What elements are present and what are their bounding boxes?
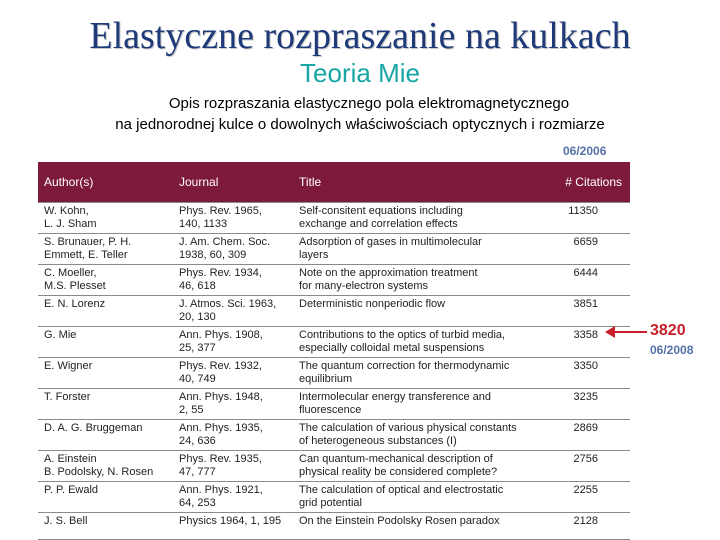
cell-author: [38, 420, 173, 451]
cell-title-line: equilibrium: [299, 373, 353, 385]
cell-title: [293, 296, 552, 327]
cell-author: [38, 234, 173, 265]
cell-journal-line: 25, 377: [179, 342, 216, 354]
cell-journal: [173, 451, 293, 482]
cell-author: [38, 513, 173, 540]
cell-author-line: L. J. Sham: [44, 218, 97, 230]
cell-author-line: Emmett, E. Teller: [44, 249, 128, 261]
cell-author-line: P. P. Ewald: [44, 484, 99, 496]
cell-title-line: especially colloidal metal suspensions: [299, 342, 485, 354]
cell-title-line: Adsorption of gases in multimolecular: [299, 236, 482, 248]
table-row: [38, 513, 630, 540]
cell-title: [293, 513, 552, 540]
cell-citations: 3235: [552, 389, 630, 420]
cell-journal: [173, 513, 293, 540]
cell-journal-line: Phys. Rev. 1965,: [179, 205, 262, 217]
cell-journal-line: 40, 749: [179, 373, 216, 385]
description-line-2: na jednorodnej kulce o dowolnych właściwościach optycznych i rozmiarze: [115, 116, 605, 133]
cell-author: [38, 296, 173, 327]
cell-title-line: exchange and correlation effects: [299, 218, 458, 230]
cell-journal: [173, 234, 293, 265]
cell-journal-line: Ann. Phys. 1908,: [179, 329, 263, 341]
cell-title: [293, 234, 552, 265]
cell-journal: [173, 296, 293, 327]
cell-journal-line: J. Am. Chem. Soc.: [179, 236, 271, 248]
table-row: [38, 234, 630, 265]
cell-author-line: S. Brunauer, P. H.: [44, 236, 132, 248]
cell-author-line: J. S. Bell: [44, 515, 88, 527]
cell-journal: [173, 327, 293, 358]
table-row: [38, 203, 630, 234]
cell-title: [293, 482, 552, 513]
table-row: [38, 358, 630, 389]
cell-title-line: The quantum correction for thermodynamic: [299, 360, 510, 372]
cell-journal-line: Ann. Phys. 1921,: [179, 484, 263, 496]
cell-title-line: Self-consitent equations including: [299, 205, 463, 217]
cell-author-line: E. N. Lorenz: [44, 298, 106, 310]
red-arrow-icon: [603, 322, 649, 342]
table-row: [38, 389, 630, 420]
cell-title-line: Note on the approximation treatment: [299, 267, 478, 279]
table-row: [38, 327, 630, 358]
table-row: [38, 296, 630, 327]
cell-author-line: E. Wigner: [44, 360, 93, 372]
header-citations: # Citations: [552, 162, 630, 203]
cell-title: [293, 358, 552, 389]
cell-journal-line: 1938, 60, 309: [179, 249, 247, 261]
cell-journal-line: Ann. Phys. 1948,: [179, 391, 263, 403]
cell-journal-line: 46, 618: [179, 280, 216, 292]
cell-title-line: The calculation of various physical constants: [299, 422, 517, 434]
cell-citations: 2128: [552, 513, 630, 540]
cell-title-line: On the Einstein Podolsky Rosen paradox: [299, 515, 500, 527]
table-row: [38, 265, 630, 296]
cell-journal-line: 47, 777: [179, 466, 216, 478]
cell-author-line: W. Kohn,: [44, 205, 89, 217]
page-title: Elastyczne rozpraszanie na kulkach: [89, 15, 631, 57]
cell-title-line: The calculation of optical and electrostatic: [299, 484, 504, 496]
cell-author: [38, 451, 173, 482]
cell-title-line: layers: [299, 249, 329, 261]
cell-citations: 2869: [552, 420, 630, 451]
cell-journal-line: 24, 636: [179, 435, 216, 447]
cell-author-line: M.S. Plesset: [44, 280, 106, 292]
cell-journal: [173, 265, 293, 296]
cell-citations: 3350: [552, 358, 630, 389]
cell-journal-line: 64, 253: [179, 497, 216, 509]
cell-journal: [173, 482, 293, 513]
cell-title: [293, 203, 552, 234]
cell-citations: 2756: [552, 451, 630, 482]
cell-journal-line: 140, 1133: [179, 218, 228, 230]
cell-title: [293, 451, 552, 482]
cell-journal-line: 2, 55: [179, 404, 204, 416]
cell-title-line: for many-electron systems: [299, 280, 428, 292]
table-row: [38, 482, 630, 513]
description-line-1: Opis rozpraszania elastycznego pola elektromagnetycznego: [168, 95, 570, 112]
cell-journal-line: Ann. Phys. 1935,: [179, 422, 263, 434]
cell-author: [38, 358, 173, 389]
cell-title-line: fluorescence: [299, 404, 362, 416]
citations-table: [38, 162, 630, 525]
cell-title: [293, 327, 552, 358]
cell-journal-line: Physics 1964, 1, 195: [179, 515, 282, 527]
cell-journal: [173, 420, 293, 451]
cell-citations: 2255: [552, 482, 630, 513]
cell-author: [38, 327, 173, 358]
cell-citations: 6444: [552, 265, 630, 296]
updated-citation-count: 3820: [650, 322, 686, 339]
cell-author-line: G. Mie: [44, 329, 77, 341]
cell-journal-line: Phys. Rev. 1935,: [179, 453, 262, 465]
cell-title-line: of heterogeneous substances (I): [299, 435, 457, 447]
updated-citation-date: 06/2008: [650, 343, 694, 357]
cell-citations: 3358: [552, 327, 630, 358]
cell-title-line: Deterministic nonperiodic flow: [299, 298, 446, 310]
cell-title-line: grid potential: [299, 497, 362, 509]
table-row: [38, 420, 630, 451]
table-header-row: [38, 162, 630, 203]
cell-author-line: D. A. G. Bruggeman: [44, 422, 143, 434]
cell-journal: [173, 358, 293, 389]
cell-author-line: T. Forster: [44, 391, 91, 403]
cell-title: [293, 420, 552, 451]
cell-journal: [173, 203, 293, 234]
cell-title: [293, 389, 552, 420]
cell-author-line: C. Moeller,: [44, 267, 97, 279]
cell-title-line: Can quantum-mechanical description of: [299, 453, 493, 465]
cell-journal: [173, 389, 293, 420]
cell-author-line: A. Einstein: [44, 453, 97, 465]
cell-citations: 11350: [552, 203, 630, 234]
cell-citations: 6659: [552, 234, 630, 265]
header-journal: Journal: [173, 162, 293, 203]
header-authors: Author(s): [38, 162, 173, 203]
cell-citations: 3851: [552, 296, 630, 327]
cell-journal-line: Phys. Rev. 1934,: [179, 267, 262, 279]
cell-title-line: physical reality be considered complete?: [299, 466, 498, 478]
cell-author: [38, 203, 173, 234]
table-row: [38, 451, 630, 482]
cell-journal-line: J. Atmos. Sci. 1963,: [179, 298, 277, 310]
page-subtitle: Teoria Mie: [300, 58, 420, 88]
cell-title-line: Intermolecular energy transference and: [299, 391, 491, 403]
cell-journal-line: Phys. Rev. 1932,: [179, 360, 262, 372]
cell-author: [38, 389, 173, 420]
cell-title-line: Contributions to the optics of turbid media,: [299, 329, 506, 341]
cell-title: [293, 265, 552, 296]
table-date-label: 06/2006: [563, 144, 607, 158]
cell-journal-line: 20, 130: [179, 311, 216, 323]
cell-author-line: B. Podolsky, N. Rosen: [44, 466, 154, 478]
cell-author: [38, 482, 173, 513]
header-title: Title: [293, 162, 552, 203]
cell-author: [38, 265, 173, 296]
